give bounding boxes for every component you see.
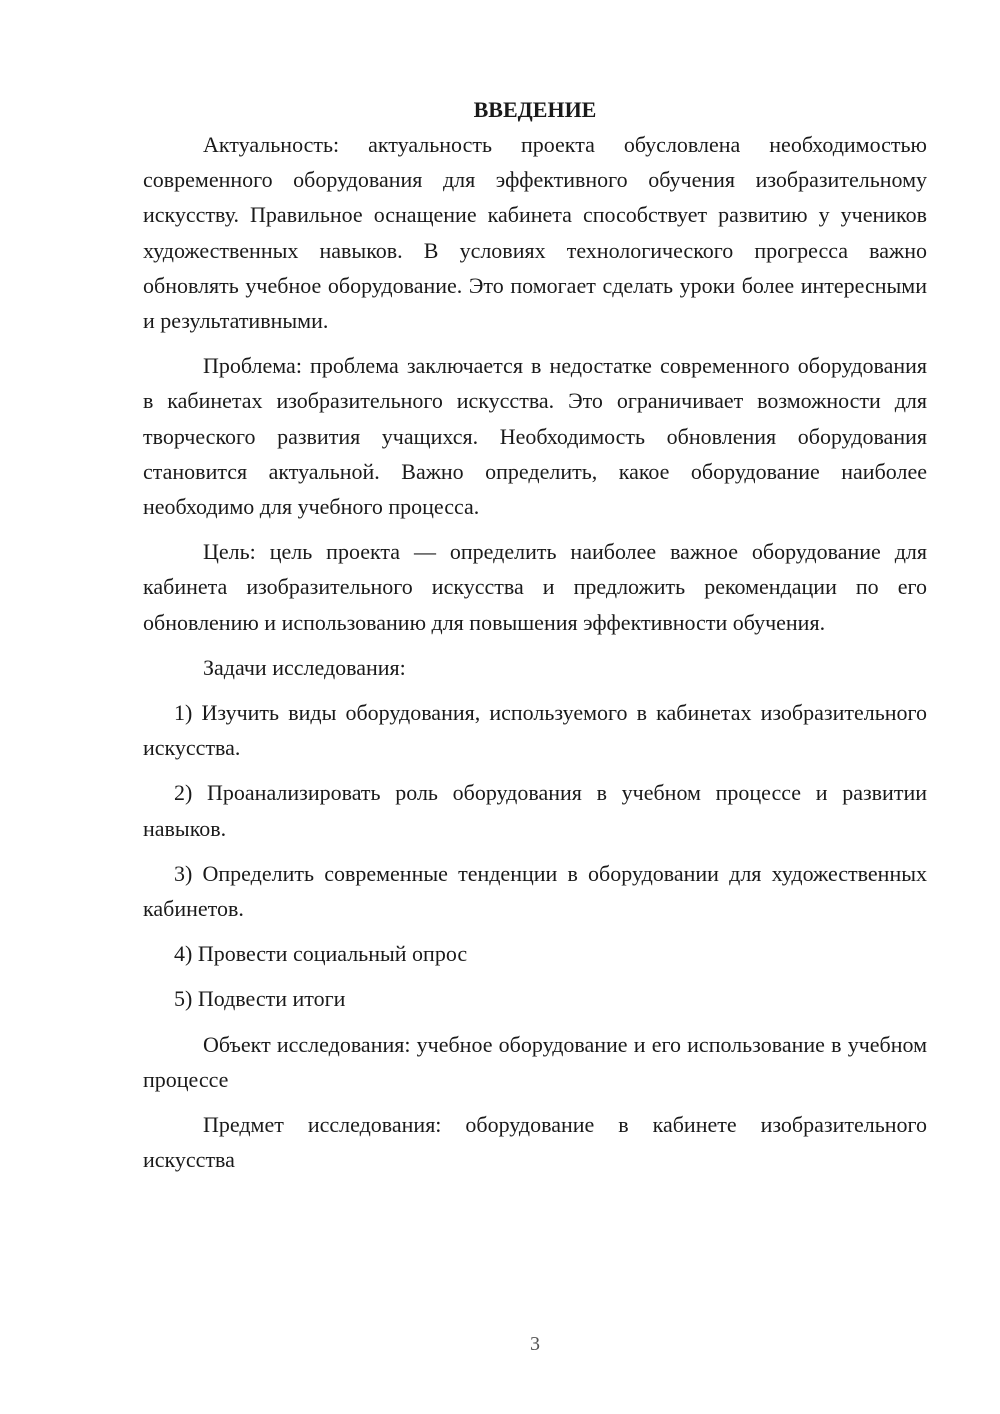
problem-paragraph: Проблема: проблема заключается в недостатке современного оборудования в кабинетах изобразительного искусства. Это ограничивает возможности для творческого развития учащихся. Необходимость обновления оборудования становится актуальной. Важно определить, какое оборудование наиболее необходимо для учебного процесса. bbox=[143, 353, 927, 520]
task-item-3: 3) Определить современные тенденции в оборудовании для художественных кабинетов. bbox=[143, 860, 927, 922]
task-item-4: 4) Провести социальный опрос bbox=[174, 941, 468, 967]
page-title: ВВЕДЕНИЕ bbox=[473, 97, 597, 122]
relevance-paragraph: Актуальность: актуальность проекта обусловлена необходимостью современного оборудования для эффективного обучения изобразительному искусству. Правильное оснащение кабинета способствует развитию у учеников художественных навыков. В условиях технологического прогресса важно обновлять учебное оборудование. Это помогает сделать уроки более интересными и результативными. bbox=[143, 132, 927, 334]
subject-paragraph: Предмет исследования: оборудование в кабинете изобразительного искусства bbox=[143, 1112, 927, 1173]
document-page bbox=[143, 92, 927, 1177]
goal-paragraph: Цель: цель проекта — определить наиболее важное оборудование для кабинета изобразительного искусства и предложить рекомендации по его обновлению и использованию для повышения эффективности обучения. bbox=[143, 539, 927, 635]
task-item-1: 1) Изучить виды оборудования, используемого в кабинетах изобразительного искусства. bbox=[143, 700, 927, 761]
task-item-2: 2) Проанализировать роль оборудования в учебном процессе и развитии навыков. bbox=[143, 780, 927, 841]
tasks-heading: Задачи исследования: bbox=[203, 654, 406, 680]
task-item-5: 5) Подвести итоги bbox=[174, 986, 346, 1012]
page-number: 3 bbox=[530, 1333, 540, 1355]
object-paragraph: Объект исследования: учебное оборудование и его использование в учебном процессе bbox=[143, 1031, 927, 1092]
